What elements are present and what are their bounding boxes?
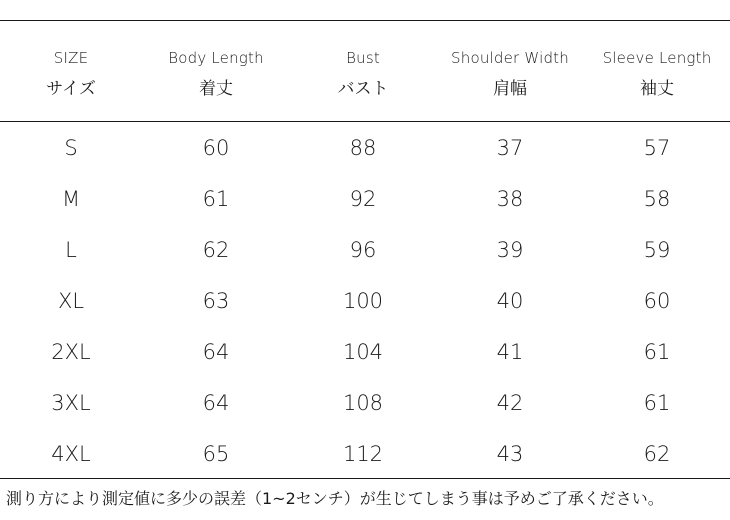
table-top-rule [0, 20, 730, 21]
table-cell: 63 [202, 289, 230, 313]
table-cell: 62 [202, 238, 230, 262]
table-cell: L [65, 238, 77, 262]
table-cell: 96 [349, 238, 377, 262]
table-cell: 59 [643, 238, 671, 262]
table-cell: 61 [643, 391, 671, 415]
header-divider [0, 121, 730, 122]
table-cell: 100 [342, 289, 384, 313]
col-header-shoulder-width-en: Shoulder Width [451, 49, 569, 67]
table-cell: 58 [643, 187, 671, 211]
table-cell: 64 [202, 340, 230, 364]
table-cell: 4XL [51, 442, 91, 466]
table-cell: 88 [349, 136, 377, 160]
table-cell: 92 [349, 187, 377, 211]
col-header-sleeve-length-ja: 袖丈 [640, 79, 674, 99]
table-cell: 61 [643, 340, 671, 364]
table-cell: 57 [643, 136, 671, 160]
table-cell: 60 [202, 136, 230, 160]
table-cell: 39 [496, 238, 524, 262]
table-cell: 64 [202, 391, 230, 415]
table-cell: 112 [342, 442, 384, 466]
table-cell: 2XL [51, 340, 91, 364]
measurement-note: 測り方により測定値に多少の誤差（1~2センチ）が生じてしまう事は予めご了承ください。 [6, 489, 664, 508]
col-header-body-length-en: Body Length [168, 49, 264, 67]
table-cell: XL [57, 289, 85, 313]
table-cell: S [64, 136, 78, 160]
table-cell: 108 [342, 391, 384, 415]
table-cell: 104 [342, 340, 384, 364]
col-header-bust-ja: バスト [337, 79, 389, 99]
table-cell: M [61, 187, 81, 211]
table-cell: 40 [496, 289, 524, 313]
col-header-size-ja: サイズ [46, 79, 96, 99]
table-bottom-rule [0, 478, 730, 479]
table-cell: 65 [202, 442, 230, 466]
table-cell: 61 [202, 187, 230, 211]
table-cell: 62 [643, 442, 671, 466]
table-cell: 41 [496, 340, 524, 364]
table-cell: 43 [496, 442, 524, 466]
col-header-bust-en: Bust [346, 49, 380, 67]
col-header-body-length-ja: 着丈 [199, 79, 233, 99]
table-cell: 42 [496, 391, 524, 415]
table-cell: 38 [496, 187, 524, 211]
col-header-sleeve-length-en: Sleeve Length [602, 49, 712, 67]
col-header-size-en: SIZE [53, 49, 89, 67]
table-cell: 3XL [51, 391, 91, 415]
col-header-shoulder-width-ja: 肩幅 [493, 79, 527, 99]
table-cell: 37 [496, 136, 524, 160]
table-cell: 60 [643, 289, 671, 313]
